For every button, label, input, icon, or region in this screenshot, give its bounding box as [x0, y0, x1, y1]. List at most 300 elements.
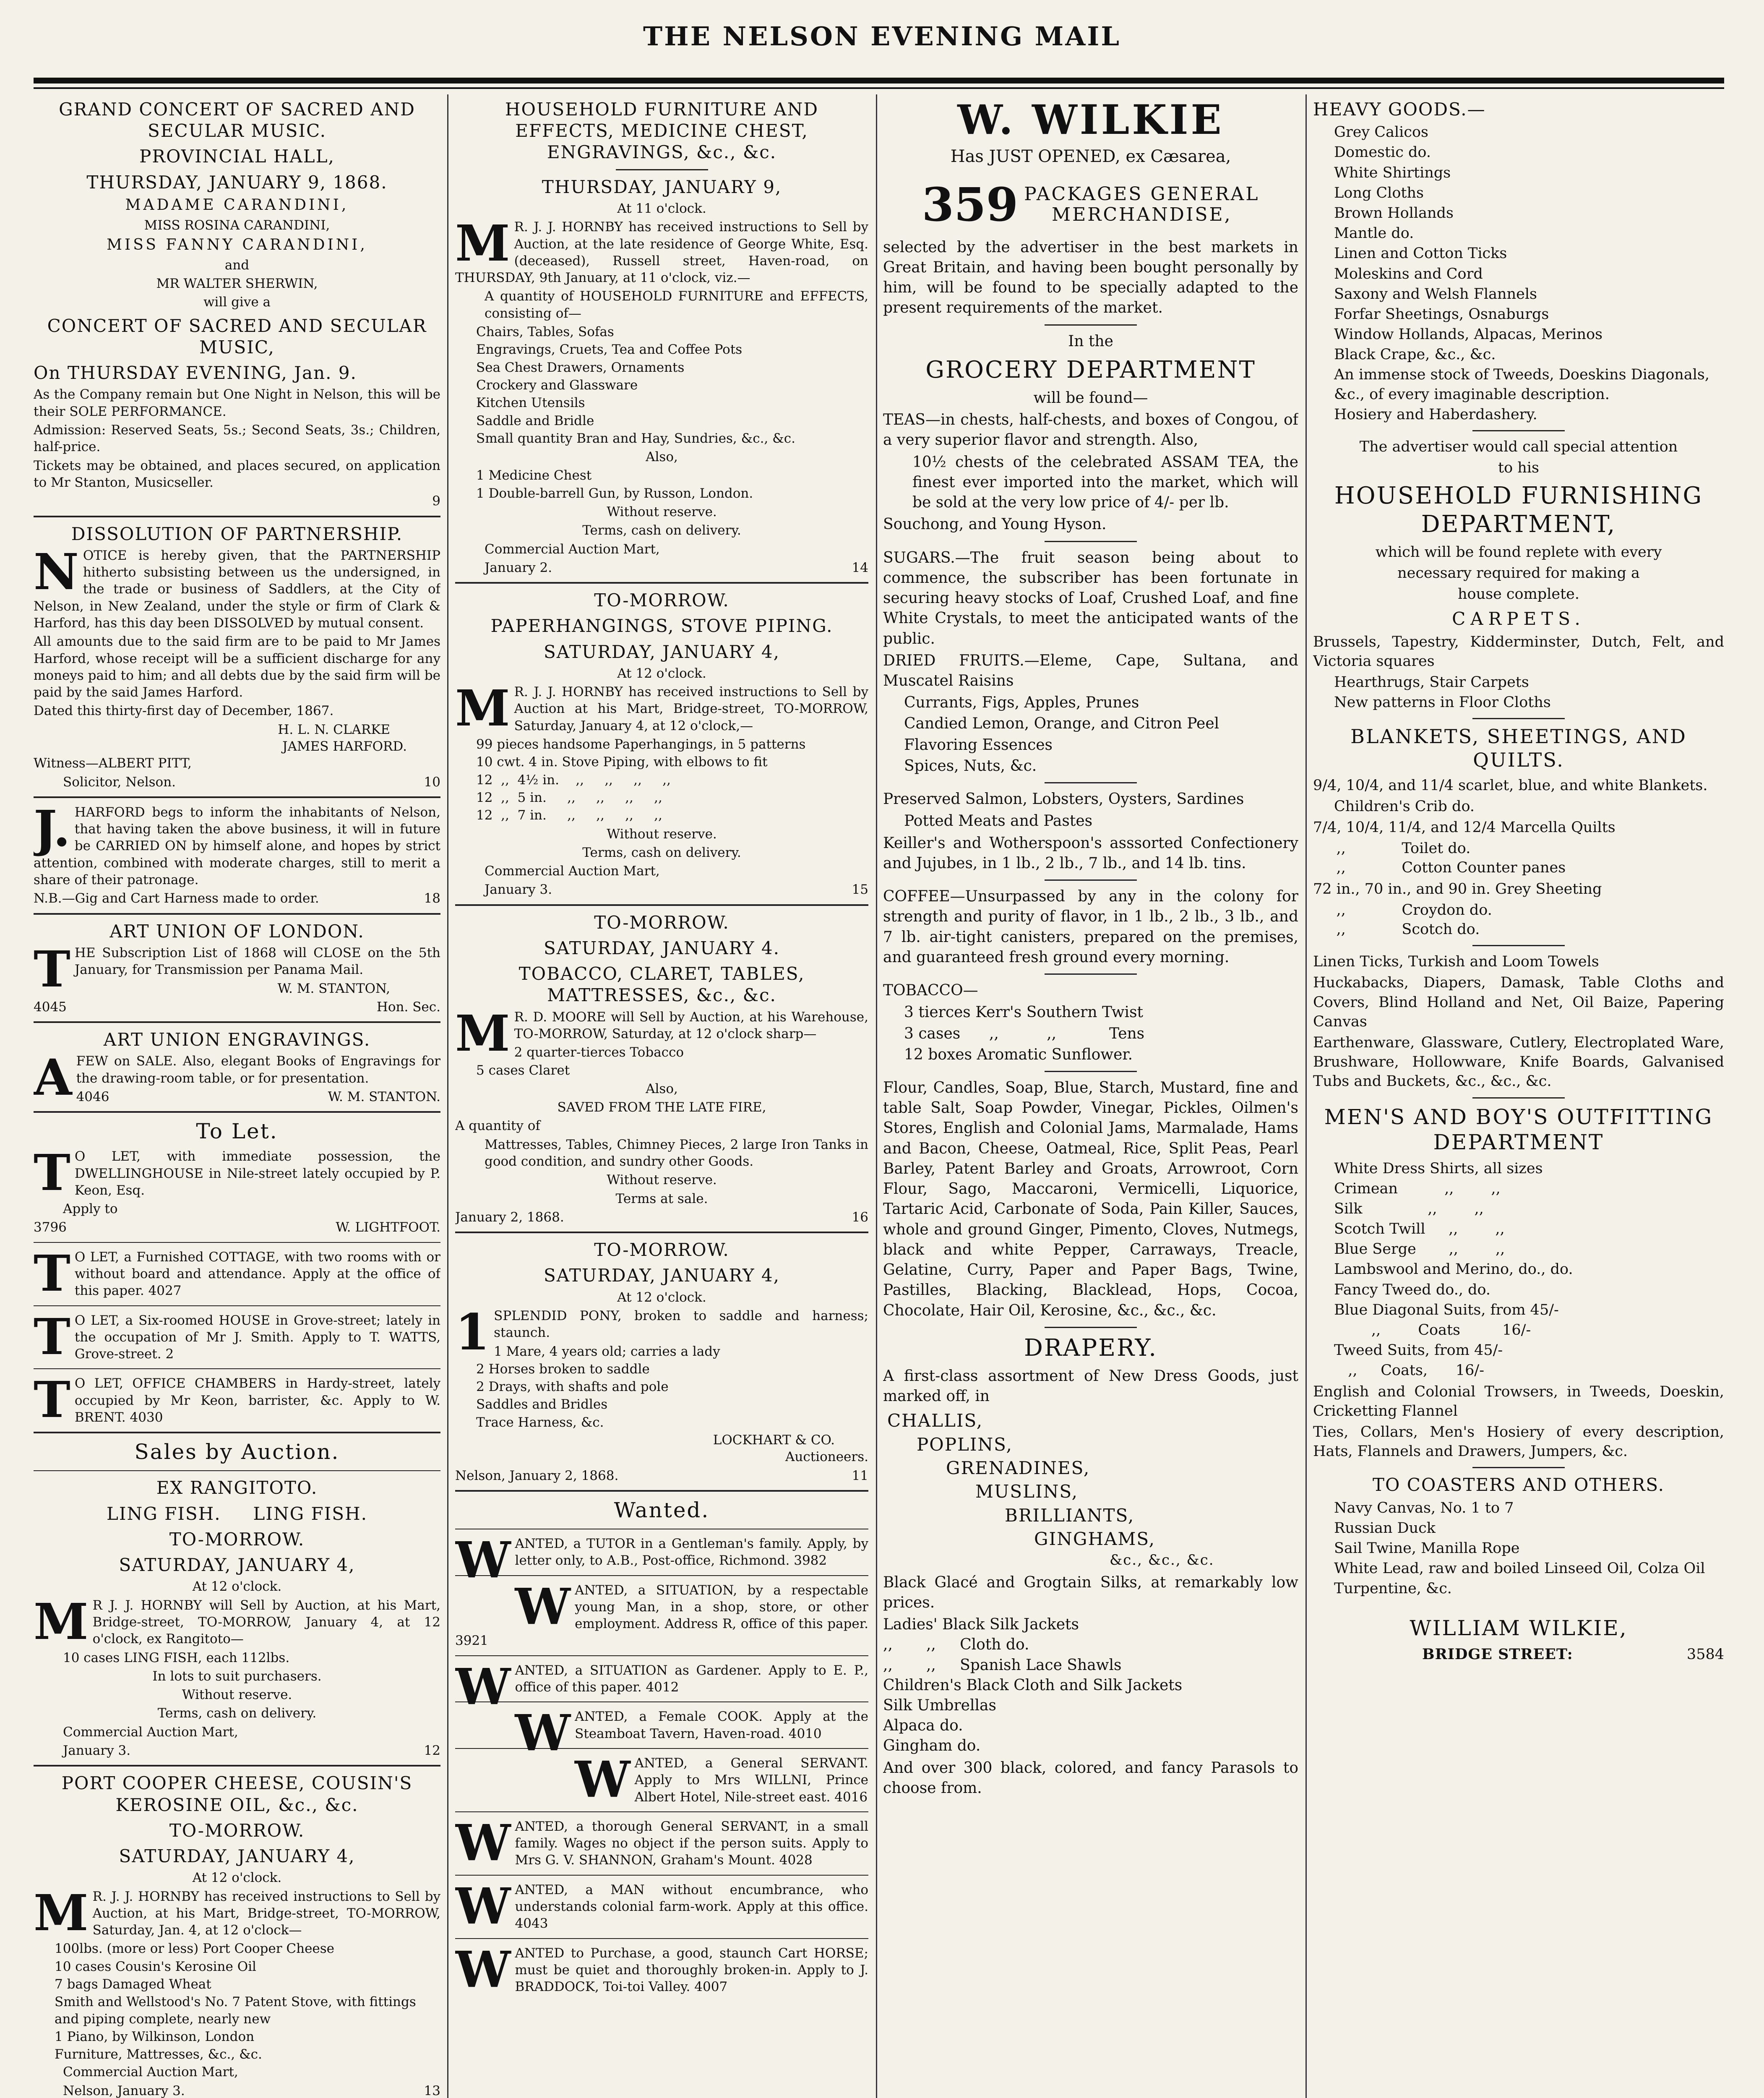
- separator: [34, 796, 440, 798]
- ad-number: 3921: [455, 1633, 488, 1649]
- list-item: Silk Umbrellas: [883, 1696, 996, 1714]
- signature: W. LIGHTFOOT.: [336, 1220, 440, 1235]
- list-item: 12 ,, 7 in. ,, ,, ,, ,,: [476, 808, 662, 823]
- list-item: 7/4, 10/4, 11/4, and 12/4 Marcella Quilts: [1313, 819, 1615, 836]
- list-item: An immense stock of Tweeds, Doeskins Diagonals, &c., of every imaginable description.: [1334, 366, 1709, 403]
- separator: [455, 1232, 868, 1233]
- fabric-item: &c., &c., &c.: [1110, 1552, 1214, 1569]
- department-heading: TO COASTERS AND OTHERS.: [1373, 1474, 1665, 1495]
- ad-text: In the: [1068, 332, 1113, 350]
- ad-number: 4045: [34, 999, 67, 1015]
- list-item: Furniture, Mattresses, &c., &c.: [55, 2047, 262, 2062]
- ad-heading: TO-MORROW.: [594, 912, 730, 933]
- ad-text: Apply to: [63, 1201, 118, 1217]
- list-item: 12 ,, 5 in. ,, ,, ,, ,,: [476, 790, 662, 805]
- section-heading: Sales by Auction.: [134, 1440, 340, 1464]
- list-item: 1 Medicine Chest: [476, 468, 592, 483]
- drop-cap: N: [34, 542, 79, 601]
- ad-text: Dated this thirty-first day of December, 1867.: [34, 703, 334, 719]
- separator: [455, 1811, 868, 1812]
- ad-number: 9: [432, 493, 440, 509]
- ad-text: Commercial Auction Mart,: [485, 864, 660, 879]
- fabric-item: CHALLIS,: [887, 1410, 983, 1431]
- list-item: Children's Crib do.: [1334, 798, 1475, 815]
- list-item: Children's Black Cloth and Silk Jackets: [883, 1676, 1183, 1694]
- ad-text: ANTED, a SITUATION, by a respectable young Man, in a shop, store, or other employment. Address R, office of this paper.: [575, 1582, 868, 1632]
- ad-number: 4043: [515, 1916, 548, 1931]
- ad-text: At 11 o'clock.: [617, 201, 706, 216]
- ad-heading: SATURDAY, JANUARY 4,: [119, 1845, 355, 1866]
- list-item: Small quantity Bran and Hay, Sundries, &c., &c.: [476, 431, 795, 446]
- ad-text: Witness—ALBERT PITT,: [34, 756, 192, 771]
- ad-number: 14: [852, 560, 868, 575]
- dissolution-ad: [34, 523, 440, 791]
- list-item: White Dress Shirts, all sizes: [1334, 1160, 1543, 1177]
- list-item: 1 Double-barrell Gun, by Russon, London.: [476, 485, 753, 501]
- list-item: Turpentine, &c.: [1334, 1580, 1452, 1597]
- ad-number: 12: [424, 1743, 440, 1758]
- ad-number: 4012: [646, 1680, 679, 1695]
- ad-text: house complete.: [1457, 586, 1580, 603]
- ad-text: Black Glacé and Grogtain Silks, at remarkably low prices.: [883, 1574, 1298, 1611]
- ad-text: Keiller's and Wotherspoon's asssorted Confectionery and Jujubes, in 1 lb., 2 lb., 7 lb., and 14 lb. tins.: [883, 834, 1298, 872]
- ad-text: At 12 o'clock.: [192, 1870, 282, 1886]
- ad-text: Also,: [646, 449, 678, 465]
- list-item: ,, Toilet do.: [1313, 840, 1471, 857]
- list-item: Tweed Suits, from 45/-: [1334, 1342, 1503, 1359]
- separator: [1045, 1327, 1137, 1328]
- masthead-rule-thin: [34, 87, 1724, 89]
- list-item: 9/4, 10/4, and 11/4 scarlet, blue, and white Blankets.: [1313, 777, 1708, 794]
- separator: [455, 1701, 868, 1702]
- separator: [34, 1470, 440, 1471]
- ad-number: 3796: [34, 1220, 67, 1235]
- list-item: ,, Coats 16/-: [1334, 1322, 1531, 1339]
- list-item: 10 cwt. 4 in. Stove Piping, with elbows to fit: [476, 754, 768, 770]
- ad-text: will be found—: [1033, 389, 1148, 407]
- ad-text: ANTED, a TUTOR in a Gentleman's family. Apply, by letter only, to A.B., Post-office, Richmond.: [515, 1536, 868, 1568]
- fabric-item: POPLINS,: [917, 1434, 1013, 1455]
- drop-cap: T: [34, 1370, 70, 1429]
- list-item: ,, ,, Spanish Lace Shawls: [883, 1656, 1122, 1674]
- ad-heading: TO-MORROW.: [594, 1239, 730, 1260]
- list-item: White Shirtings: [1334, 164, 1451, 181]
- separator: [1472, 1467, 1565, 1468]
- ad-text: Solicitor, Nelson.: [63, 774, 176, 790]
- separator: [34, 1021, 440, 1023]
- list-item: Russian Duck: [1334, 1519, 1436, 1537]
- ad-text: Nelson, January 3.: [63, 2083, 185, 2098]
- ad-text: Without reserve.: [607, 504, 717, 519]
- list-item: Forfar Sheetings, Osnaburgs: [1334, 305, 1549, 323]
- list-item: English and Colonial Trowsers, in Tweeds, Doeskin, Cricketting Flannel: [1313, 1383, 1724, 1420]
- ad-text: O LET, OFFICE CHAMBERS in Hardy-street, lately occupied by Mr Keon, barrister, &c. Apply to W. BRENT.: [74, 1376, 440, 1425]
- ad-number: 4007: [694, 1979, 728, 1995]
- list-item: Crimean ,, ,,: [1334, 1180, 1501, 1197]
- list-item: Window Hollands, Alpacas, Merinos: [1334, 326, 1603, 343]
- ad-heading: TO-MORROW.: [594, 590, 730, 611]
- ad-text: BRIDGE STREET:: [1422, 1645, 1573, 1663]
- ad-text: O LET, a Six-roomed HOUSE in Grove-street; lately in the occupation of Mr J. Smith. Apply to T. WATTS, Grove-street.: [74, 1313, 440, 1362]
- ad-heading: ART UNION OF LONDON.: [109, 921, 365, 942]
- list-item: Potted Meats and Pastes: [904, 812, 1093, 830]
- ad-text: SUGARS.—The fruit season being about to commence, the subscriber has been fortunate in securing heavy stocks of Loaf, Crushed Loaf, and fine White Crystals, to meet the anticipated wants of the public.: [883, 549, 1298, 647]
- list-item: ,, ,, Cloth do.: [883, 1636, 1029, 1654]
- ad-text: HE Subscription List of 1868 will CLOSE on the 5th January, for Transmission per Panama Mail.: [74, 945, 440, 978]
- ad-text: ANTED, a Female COOK. Apply at the Steamboat Tavern, Haven-road.: [575, 1709, 868, 1741]
- ad-text: OTICE is hereby given, that the PARTNERSHIP hitherto subsisting between us the undersigned, in the trade or business of Saddlers, at the City of Nelson, in New Zealand, under the style or firm of Clark & Harford, has this day been DISSOLVED by mutual consent.: [34, 548, 440, 631]
- ad-text: A quantity of: [455, 1118, 540, 1134]
- ad-text: selected by the advertiser in the best markets in Great Britain, and having been bought personally by him, will be found to be specially adapted to the present requirements of the market.: [883, 238, 1298, 317]
- column-3: [883, 94, 1298, 2098]
- list-item: Huckabacks, Diapers, Damask, Table Cloths and Covers, Blind Holland and Net, Oil Baize, Papering Canvas: [1313, 974, 1724, 1030]
- separator: [34, 1368, 440, 1369]
- list-item: Earthenware, Glassware, Cutlery, Electroplated Ware, Brushware, Hollowware, Knife Boards, Galvanised Tubs and Buckets, &c., &c., &c.: [1313, 1034, 1724, 1090]
- drop-cap: M: [455, 1004, 510, 1062]
- ad-heading: SATURDAY, JANUARY 4,: [544, 641, 780, 662]
- ad-text: As the Company remain but One Night in Nelson, this will be their SOLE PERFORMANCE.: [34, 387, 440, 419]
- signature: W. M. STANTON.: [328, 1089, 440, 1104]
- drop-cap: 1: [455, 1303, 490, 1361]
- pony-ad: [455, 1239, 868, 1484]
- ad-text: DRIED FRUITS.—Eleme, Cape, Sultana, and Muscatel Raisins: [883, 652, 1298, 689]
- list-item: Navy Canvas, No. 1 to 7: [1334, 1499, 1514, 1516]
- ad-heading: PAPERHANGINGS, STOVE PIPING.: [490, 616, 833, 637]
- drop-cap: T: [34, 1244, 70, 1302]
- ad-text: Without reserve.: [182, 1687, 292, 1703]
- list-item: 72 in., 70 in., and 90 in. Grey Sheeting: [1313, 880, 1602, 898]
- section-heading: To Let.: [196, 1119, 278, 1144]
- fabric-item: BRILLIANTS,: [1005, 1505, 1135, 1526]
- ad-text: January 3.: [485, 882, 552, 898]
- ad-text: FEW on SALE. Also, elegant Books of Engravings for the drawing-room table, or for presentation.: [76, 1054, 440, 1086]
- ad-text: 10½ chests of the celebrated ASSAM TEA, the finest ever imported into the market, which will be sold at the very low price of 4/- per lb.: [912, 453, 1298, 511]
- drop-cap: J.: [34, 799, 70, 858]
- drop-cap: W: [515, 1704, 571, 1762]
- ad-text: A first-class assortment of New Dress Goods, just marked off, in: [883, 1367, 1298, 1405]
- ad-heading: SATURDAY, JANUARY 4,: [544, 1265, 780, 1286]
- drop-cap: T: [34, 1307, 70, 1366]
- ad-number: 3982: [794, 1553, 827, 1568]
- list-item: Smith and Wellstood's No. 7 Patent Stove, with fittings and piping complete, nearly new: [55, 1994, 416, 2027]
- drop-cap: W: [455, 1530, 511, 1589]
- signature: JAMES HARFORD.: [282, 739, 407, 754]
- list-item: 12 ,, 4½ in. ,, ,, ,, ,,: [476, 772, 671, 788]
- ad-number: 15: [852, 882, 868, 898]
- department-heading: HEAVY GOODS.—: [1313, 99, 1486, 120]
- list-item: Blue Serge ,, ,,: [1334, 1241, 1505, 1258]
- list-item: Sail Twine, Manilla Rope: [1334, 1540, 1520, 1557]
- concert-ad: [34, 99, 440, 510]
- list-item: ,, Scotch do.: [1313, 921, 1480, 938]
- list-item: Engravings, Cruets, Tea and Coffee Pots: [476, 342, 743, 357]
- ad-text: R J. J. HORNBY will Sell by Auction, at his Mart, Bridge-street, TO-MORROW, January 4, at 12 o'clock, ex Rangitoto—: [92, 1597, 440, 1647]
- drop-cap: W: [455, 1813, 511, 1872]
- ad-heading: THURSDAY, JANUARY 9, 1868.: [86, 172, 388, 193]
- list-item: Flavoring Essences: [904, 736, 1053, 754]
- department-heading: MEN'S AND BOY'S OUTFITTING DEPARTMENT: [1324, 1104, 1713, 1154]
- performer: MADAME CARANDINI,: [125, 196, 349, 214]
- performer: MISS ROSINA CARANDINI,: [144, 217, 330, 233]
- ad-heading: ART UNION ENGRAVINGS.: [103, 1029, 371, 1050]
- ad-text: SPLENDID PONY, broken to saddle and harness; staunch.: [494, 1308, 868, 1341]
- ad-text: At 12 o'clock.: [617, 1289, 706, 1305]
- list-item: 100lbs. (more or less) Port Cooper Cheese: [55, 1941, 335, 1957]
- ad-text: O LET, a Furnished COTTAGE, with two rooms with or without board and attendance. Apply at the office of this paper.: [74, 1249, 440, 1299]
- ad-number: 2: [165, 1346, 174, 1362]
- separator: [1045, 541, 1137, 542]
- list-item: Fancy Tweed do., do.: [1334, 1281, 1491, 1298]
- ad-text: Commercial Auction Mart,: [63, 1724, 238, 1740]
- drop-cap: W: [455, 1657, 511, 1716]
- list-item: Spices, Nuts, &c.: [904, 757, 1037, 775]
- ad-heading: HOUSEHOLD FURNITURE AND EFFECTS, MEDICINE CHEST, ENGRAVINGS, &c., &c.: [505, 99, 819, 163]
- list-item: ,, Cotton Counter panes: [1313, 859, 1566, 877]
- column-1: [34, 94, 440, 2098]
- art-union-ad: [34, 921, 440, 1015]
- ad-text: Commercial Auction Mart,: [63, 2064, 238, 2080]
- ad-text: At 12 o'clock.: [617, 665, 706, 681]
- ad-text: ANTED, a MAN without encumbrance, who understands colonial farm-work. Apply at this office.: [515, 1882, 868, 1915]
- separator: [34, 913, 440, 915]
- list-item: Linen Ticks, Turkish and Loom Towels: [1313, 953, 1599, 971]
- list-item: 5 cases Claret: [476, 1062, 570, 1078]
- list-item: 1 Piano, by Wilkinson, London: [55, 2029, 255, 2044]
- separator: [1472, 1097, 1565, 1099]
- list-item: 1 Mare, 4 years old; carries a lady: [494, 1344, 720, 1359]
- engravings-ad: [34, 1029, 440, 1105]
- column-divider: [876, 94, 877, 2098]
- ad-number: 4030: [130, 1410, 163, 1425]
- ad-text: Without reserve.: [607, 1172, 717, 1188]
- fabric-item: GRENADINES,: [946, 1457, 1090, 1478]
- ad-heading: TOBACCO, CLARET, TABLES, MATTRESSES, &c., &c.: [519, 963, 805, 1006]
- list-item: Black Crape, &c., &c.: [1334, 346, 1496, 363]
- drop-cap: W: [455, 1876, 511, 1935]
- to-let-section: [34, 1119, 440, 1429]
- list-item: Saddle and Bridle: [476, 413, 594, 428]
- separator: [455, 1938, 868, 1939]
- department-heading: CARPETS.: [1452, 608, 1585, 629]
- ad-heading: PACKAGES GENERAL: [1024, 183, 1260, 205]
- performer: MR WALTER SHERWIN,: [156, 276, 318, 292]
- separator: [34, 1242, 440, 1243]
- list-item: Saddles and Bridles: [476, 1397, 608, 1412]
- ad-text: Terms at sale.: [615, 1191, 708, 1206]
- ad-heading: CONCERT OF SACRED AND SECULAR MUSIC,: [47, 315, 427, 357]
- ad-heading: TO-MORROW.: [169, 1820, 305, 1841]
- list-item: Hosiery and Haberdashery.: [1334, 406, 1537, 423]
- separator: [34, 1432, 440, 1433]
- list-item: Currants, Figs, Apples, Prunes: [904, 694, 1139, 712]
- separator: [1472, 430, 1565, 431]
- ad-text: will give a: [203, 295, 271, 310]
- list-item: Chairs, Tables, Sofas: [476, 324, 614, 340]
- wanted-section: [455, 1498, 868, 1999]
- separator: [1472, 718, 1565, 719]
- ad-text: TOBACCO—: [883, 982, 978, 999]
- ad-text: In lots to suit purchasers.: [152, 1668, 322, 1684]
- list-item: Linen and Cotton Ticks: [1334, 245, 1507, 262]
- ad-text: Mattresses, Tables, Chimney Pieces, 2 large Iron Tanks in good condition, and sundry other Goods.: [485, 1137, 868, 1169]
- ad-text: to his: [1498, 459, 1539, 477]
- ad-number: 3584: [1686, 1646, 1724, 1663]
- drop-cap: W: [515, 1577, 571, 1636]
- list-item: Candied Lemon, Orange, and Citron Peel: [904, 715, 1219, 733]
- ad-text: Auctioneers.: [785, 1449, 868, 1465]
- ad-text: January 3.: [63, 1743, 131, 1758]
- list-item: Long Cloths: [1334, 184, 1424, 201]
- separator: [1045, 782, 1137, 783]
- performer: MISS FANNY CARANDINI,: [107, 236, 367, 254]
- ad-text: Terms, cash on delivery.: [582, 845, 741, 860]
- ad-text: HARFORD begs to inform the inhabitants of Nelson, that having taken the above business, it will in future be CARRIED ON by himself alone, and hopes by strict attention, combined with moderate charges, still to merit a share of their patronage.: [34, 804, 440, 888]
- ad-heading: GRAND CONCERT OF SACRED AND SECULAR MUSIC.: [59, 99, 415, 141]
- ad-text: Has JUST OPENED, ex Cæsarea,: [950, 146, 1231, 166]
- list-item: Scotch Twill ,, ,,: [1334, 1221, 1505, 1238]
- household-ad: [455, 99, 868, 576]
- ad-number: 4046: [76, 1089, 109, 1104]
- ad-text: All amounts due to the said firm are to be paid to Mr James Harford, whose receipt will be a sufficient discharge for any moneys paid to him; and all debts due by the said firm will be paid by the said James Harford.: [34, 634, 440, 700]
- list-item: White Lead, raw and boiled Linseed Oil, Colza Oil: [1334, 1560, 1705, 1577]
- separator: [1472, 945, 1565, 946]
- list-item: Saxony and Welsh Flannels: [1334, 285, 1537, 303]
- ad-number: 16: [852, 1209, 868, 1225]
- list-item: Domestic do.: [1334, 144, 1431, 161]
- fabric-item: GINGHAMS,: [1034, 1528, 1156, 1549]
- ad-text: Flour, Candles, Soap, Blue, Starch, Mustard, fine and table Salt, Soap Powder, Vinegar, Pickles, Oilmen's Stores, English and Colonial Jams, Marmalade, Hams and Bacon, Cheese, Oatmeal, Rice, Split Peas, Pearl Barley, Patent Barley and Groats, Arrowroot, Corn Flour, Sago, Maccaroni, Vermicelli, Liquorice, Tartaric Acid, Carbonate of Soda, Pain Killer, Sauces, whole and ground Ginger, Pimento, Cloves, Nutmegs, black and white Pepper, Carraways, Treacle, Gelatine, Curry, Paper and Paper Bags, Twine, Pastilles, Blacking, Blacklead, Hops, Cocoa, Chocolate, Hair Oil, Kerosine, &c., &c., &c.: [883, 1079, 1298, 1319]
- ad-text: Terms, cash on delivery.: [157, 1706, 317, 1721]
- list-item: Lambswool and Merino, do., do.: [1334, 1261, 1573, 1278]
- list-item: ,, Croydon do.: [1313, 901, 1492, 919]
- drop-cap: M: [455, 679, 510, 738]
- signature: W. M. STANTON,: [277, 981, 390, 996]
- section-heading: Wanted.: [614, 1498, 710, 1522]
- ad-text: Terms, cash on delivery.: [582, 523, 741, 538]
- ad-text: Souchong, and Young Hyson.: [883, 516, 1107, 533]
- drop-cap: T: [34, 1143, 70, 1202]
- ad-text: Without reserve.: [607, 826, 717, 842]
- ad-text: necessary required for making a: [1397, 564, 1640, 582]
- column-divider: [1305, 94, 1307, 2098]
- ad-text: Preserved Salmon, Lobsters, Oysters, Sardines: [883, 791, 1244, 808]
- ad-text: Admission: Reserved Seats, 5s.; Second Seats, 3s.; Children, half-price.: [34, 423, 440, 455]
- list-item: Gingham do.: [883, 1737, 981, 1755]
- masthead-rule: [34, 78, 1724, 84]
- tobacco-claret-ad: [455, 912, 868, 1226]
- list-item: 2 quarter-tierces Tobacco: [514, 1045, 684, 1060]
- ad-text: R. J. J. HORNBY has received instructions to Sell by Auction, at the late residence of George White, Esq. (deceased), Russell street, Haven-road, on THURSDAY, 9th January, at 11 o'clock, viz.—: [455, 219, 868, 286]
- ad-heading: SATURDAY, JANUARY 4,: [119, 1555, 355, 1576]
- ad-heading: EX RANGITOTO.: [156, 1477, 318, 1498]
- list-item: 7 bags Damaged Wheat: [55, 1977, 211, 1992]
- list-item: Crockery and Glassware: [476, 377, 638, 393]
- separator: [1045, 973, 1137, 975]
- list-item: 3 cases ,, ,, Tens: [904, 1025, 1145, 1042]
- list-item: ,, Coats, 16/-: [1334, 1362, 1485, 1379]
- ad-number: 4010: [788, 1726, 822, 1741]
- separator: [455, 1875, 868, 1876]
- ad-text: and: [224, 257, 250, 273]
- department-heading: HOUSEHOLD FURNISHING DEPARTMENT,: [1334, 482, 1703, 538]
- ad-text: COFFEE—Unsurpassed by any in the colony for strength and purity of flavor, in 1 lb., 2 lb., 3 lb., and 7 lb. air-tight canisters, prepared on the premises, and guaranteed fresh ground every morning.: [883, 888, 1298, 966]
- list-item: Sea Chest Drawers, Ornaments: [476, 360, 685, 375]
- separator: [455, 1490, 868, 1492]
- list-item: 2 Drays, with shafts and pole: [476, 1379, 669, 1395]
- ad-text: ANTED, a General SERVANT. Apply to Mrs WILLNI, Prince Albert Hotel, Nile-street east.: [634, 1755, 868, 1805]
- fabric-item: MUSLINS,: [975, 1481, 1079, 1502]
- drop-cap: W: [455, 1940, 511, 1999]
- ad-number: 4016: [834, 1789, 868, 1805]
- ad-number: 10: [424, 774, 440, 790]
- port-cooper-ad: [34, 1772, 440, 2098]
- separator: [34, 1305, 440, 1306]
- separator: [1045, 1071, 1137, 1072]
- list-item: Blue Diagonal Suits, from 45/-: [1334, 1301, 1559, 1318]
- ad-heading: PORT COOPER CHEESE, COUSIN'S KEROSINE OIL, &c., &c.: [61, 1773, 413, 1815]
- drop-cap: T: [34, 939, 70, 998]
- list-item: Ladies' Black Silk Jackets: [883, 1616, 1079, 1634]
- list-item: Brussels, Tapestry, Kidderminster, Dutch, Felt, and Victoria squares: [1313, 633, 1724, 670]
- drop-cap: M: [455, 214, 510, 273]
- ad-text: Tickets may be obtained, and places secured, on application to Mr Stanton, Musicseller.: [34, 458, 440, 490]
- ad-heading: LING FISH. LING FISH.: [107, 1503, 367, 1524]
- ad-number: 11: [852, 1468, 868, 1483]
- list-item: 12 boxes Aromatic Sunflower.: [904, 1046, 1133, 1063]
- sales-section: [34, 1439, 440, 1759]
- ad-text: Also,: [646, 1081, 678, 1096]
- ad-text: Nelson, January 2, 1868.: [455, 1468, 619, 1483]
- drop-cap: M: [34, 1883, 89, 1942]
- signature: WILLIAM WILKIE,: [1410, 1615, 1628, 1640]
- department-heading: BLANKETS, SHEETINGS, AND QUILTS.: [1350, 725, 1687, 771]
- list-item: Brown Hollands: [1334, 204, 1454, 222]
- list-item: Moleskins and Cord: [1334, 265, 1483, 282]
- ad-number: 4027: [148, 1283, 182, 1299]
- ad-text: January 2, 1868.: [455, 1209, 564, 1225]
- signature: LOCKHART & CO.: [713, 1433, 835, 1448]
- column-2: [455, 94, 868, 2098]
- separator: [1045, 324, 1137, 326]
- drop-cap: W: [575, 1750, 631, 1808]
- ad-text: At 12 o'clock.: [192, 1579, 282, 1594]
- ad-text: ANTED to Purchase, a good, staunch Cart HORSE; must be quiet and thoroughly broken-in. Apply to J. BRADDOCK, Toi-toi Valley.: [515, 1945, 868, 1995]
- list-item: Alpaca do.: [883, 1717, 963, 1735]
- list-item: 3 tierces Kerr's Southern Twist: [904, 1004, 1144, 1021]
- separator: [34, 516, 440, 517]
- masthead: THE NELSON EVENING MAIL: [643, 21, 1121, 52]
- ad-heading: THURSDAY, JANUARY 9,: [542, 176, 782, 197]
- ad-text: SAVED FROM THE LATE FIRE,: [557, 1100, 766, 1115]
- list-item: Trace Harness, &c.: [476, 1414, 604, 1430]
- ad-text: ANTED, a thorough General SERVANT, in a small family. Wages no object if the person suits. Apply to Mrs G. V. SHANNON, Graham's Mount.: [515, 1819, 868, 1868]
- separator: [455, 1655, 868, 1656]
- list-item: Hearthrugs, Stair Carpets: [1334, 673, 1529, 691]
- ad-text: 10 cases LING FISH, each 112lbs.: [63, 1650, 290, 1665]
- ad-text: January 2.: [485, 560, 552, 575]
- ad-text: R. D. MOORE will Sell by Auction, at his Warehouse, TO-MORROW, Saturday, at 12 o'clock sharp—: [514, 1009, 868, 1041]
- ad-heading: TO-MORROW.: [169, 1529, 305, 1550]
- list-item: Kitchen Utensils: [476, 395, 585, 411]
- department-heading: DRAPERY.: [1024, 1334, 1158, 1362]
- ad-text: Hon. Sec.: [376, 999, 440, 1015]
- list-item: Ties, Collars, Men's Hosiery of every description, Hats, Flannels and Drawers, Jumpers, &c.: [1313, 1423, 1724, 1460]
- separator: [455, 904, 868, 906]
- wilkie-title: W. WILKIE: [957, 96, 1224, 144]
- ad-text: ANTED, a SITUATION as Gardener. Apply to E. P., office of this paper.: [515, 1662, 868, 1695]
- list-item: 10 cases Cousin's Kerosine Oil: [55, 1959, 256, 1974]
- ad-number: 4028: [779, 1853, 813, 1868]
